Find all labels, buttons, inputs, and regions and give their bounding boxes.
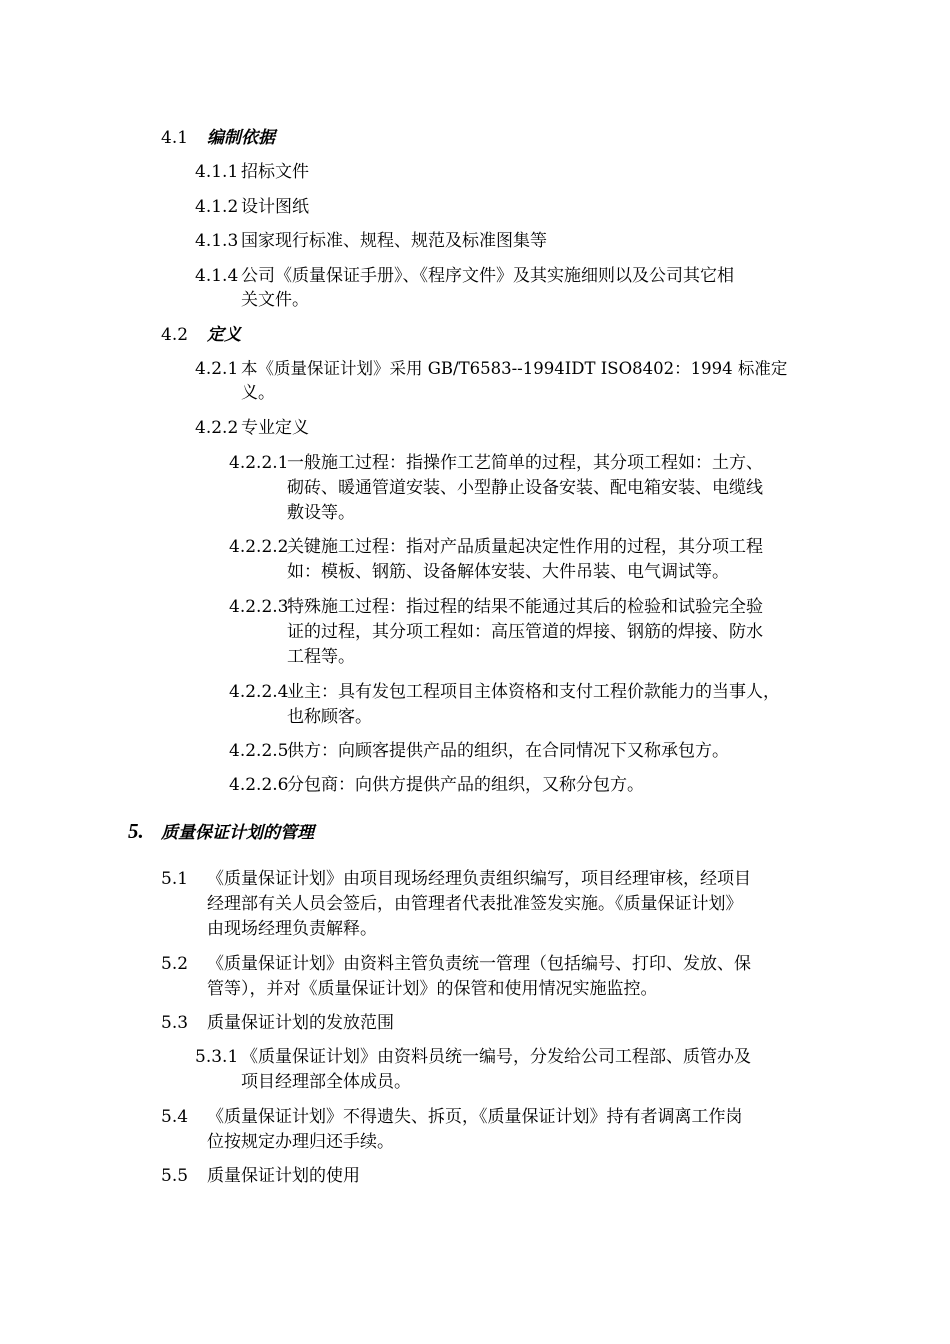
chapter-number: 5. xyxy=(128,819,144,843)
item-text-line-2: 义。 xyxy=(241,383,275,403)
item-text-line-1: 公司《质量保证手册》、《程序文件》及其实施细则以及公司其它相 xyxy=(241,266,734,286)
item-text-line-2: 关文件。 xyxy=(241,290,309,310)
section-title: 定义 xyxy=(207,325,241,345)
item-text: 国家现行标准、规程、规范及标准图集等 xyxy=(241,231,547,251)
item-text-line-3: 工程等。 xyxy=(287,647,355,667)
item-text-line-2: 证的过程，其分项工程如：高压管道的焊接、钢筋的焊接、防水 xyxy=(287,622,763,642)
item-text-line-3: 由现场经理负责解释。 xyxy=(207,919,377,939)
item-number: 5.4 xyxy=(161,1107,189,1127)
item-text-line-2: 经理部有关人员会签后，由管理者代表批准签发实施。《质量保证计划》 xyxy=(207,894,743,914)
item-number: 4.2.2.2 xyxy=(229,537,289,557)
item-text-line-1: 关键施工过程：指对产品质量起决定性作用的过程，其分项工程 xyxy=(287,537,763,557)
item-text-line-1: 《质量保证计划》不得遗失、拆页，《质量保证计划》持有者调离工作岗 xyxy=(207,1107,743,1127)
item-number: 4.1.4 xyxy=(195,266,239,286)
item-number: 4.1.3 xyxy=(195,231,239,251)
item-number: 5.3.1 xyxy=(195,1047,239,1067)
item-number: 4.2.2.1 xyxy=(229,453,289,473)
item-text-line-1: 《质量保证计划》由资料主管负责统一管理（包括编号、打印、发放、保 xyxy=(207,954,751,974)
item-text-line-1: 《质量保证计划》由资料员统一编号，分发给公司工程部、质管办及 xyxy=(241,1047,751,1067)
item-text: 专业定义 xyxy=(241,418,309,438)
item-text-line-2: 如：模板、钢筋、设备解体安装、大件吊装、电气调试等。 xyxy=(287,562,729,582)
item-text: 质量保证计划的发放范围 xyxy=(207,1013,394,1033)
section-number: 4.2 xyxy=(161,325,189,345)
item-text-line-1: 《质量保证计划》由项目现场经理负责组织编写，项目经理审核，经项目 xyxy=(207,869,751,889)
item-number: 4.2.2.3 xyxy=(229,597,289,617)
item-text-line-1: 业主：具有发包工程项目主体资格和支付工程价款能力的当事人， xyxy=(287,682,780,702)
item-number: 4.2.2.6 xyxy=(229,775,289,795)
item-number: 4.2.2.4 xyxy=(229,682,289,702)
item-number: 5.1 xyxy=(161,869,189,889)
item-number: 4.2.2 xyxy=(195,418,239,438)
item-number: 4.2.2.5 xyxy=(229,741,289,761)
item-text-line-1: 特殊施工过程：指过程的结果不能通过其后的检验和试验完全验 xyxy=(287,597,763,617)
item-text: 设计图纸 xyxy=(241,197,309,217)
item-text-line-2: 管等），并对《质量保证计划》的保管和使用情况实施监控。 xyxy=(207,979,658,999)
item-text-line-1: 本《质量保证计划》采用 GB/T6583--1994IDT ISO8402：1994 标准定 xyxy=(241,359,788,378)
item-text: 分包商：向供方提供产品的组织，又称分包方。 xyxy=(287,775,644,795)
item-text-line-2: 砌砖、暖通管道安装、小型静止设备安装、配电箱安装、电缆线 xyxy=(287,478,763,498)
chapter-title: 质量保证计划的管理 xyxy=(161,823,314,843)
item-text-line-2: 位按规定办理归还手续。 xyxy=(207,1132,394,1152)
item-text: 质量保证计划的使用 xyxy=(207,1166,360,1186)
item-number: 5.3 xyxy=(161,1013,189,1033)
item-text: 供方：向顾客提供产品的组织，在合同情况下又称承包方。 xyxy=(287,741,729,761)
item-number: 4.1.2 xyxy=(195,197,239,217)
item-text-line-2: 项目经理部全体成员。 xyxy=(241,1072,411,1092)
item-number: 5.2 xyxy=(161,954,189,974)
item-number: 4.1.1 xyxy=(195,162,239,182)
item-number: 4.2.1 xyxy=(195,359,239,379)
section-number: 4.1 xyxy=(161,128,189,148)
item-text: 招标文件 xyxy=(241,162,309,182)
item-number: 5.5 xyxy=(161,1166,189,1186)
item-text-line-3: 敷设等。 xyxy=(287,503,355,523)
item-text-line-2: 也称顾客。 xyxy=(287,707,372,727)
section-title: 编制依据 xyxy=(207,128,275,148)
item-text-line-1: 一般施工过程：指操作工艺简单的过程，其分项工程如：土方、 xyxy=(287,453,763,473)
